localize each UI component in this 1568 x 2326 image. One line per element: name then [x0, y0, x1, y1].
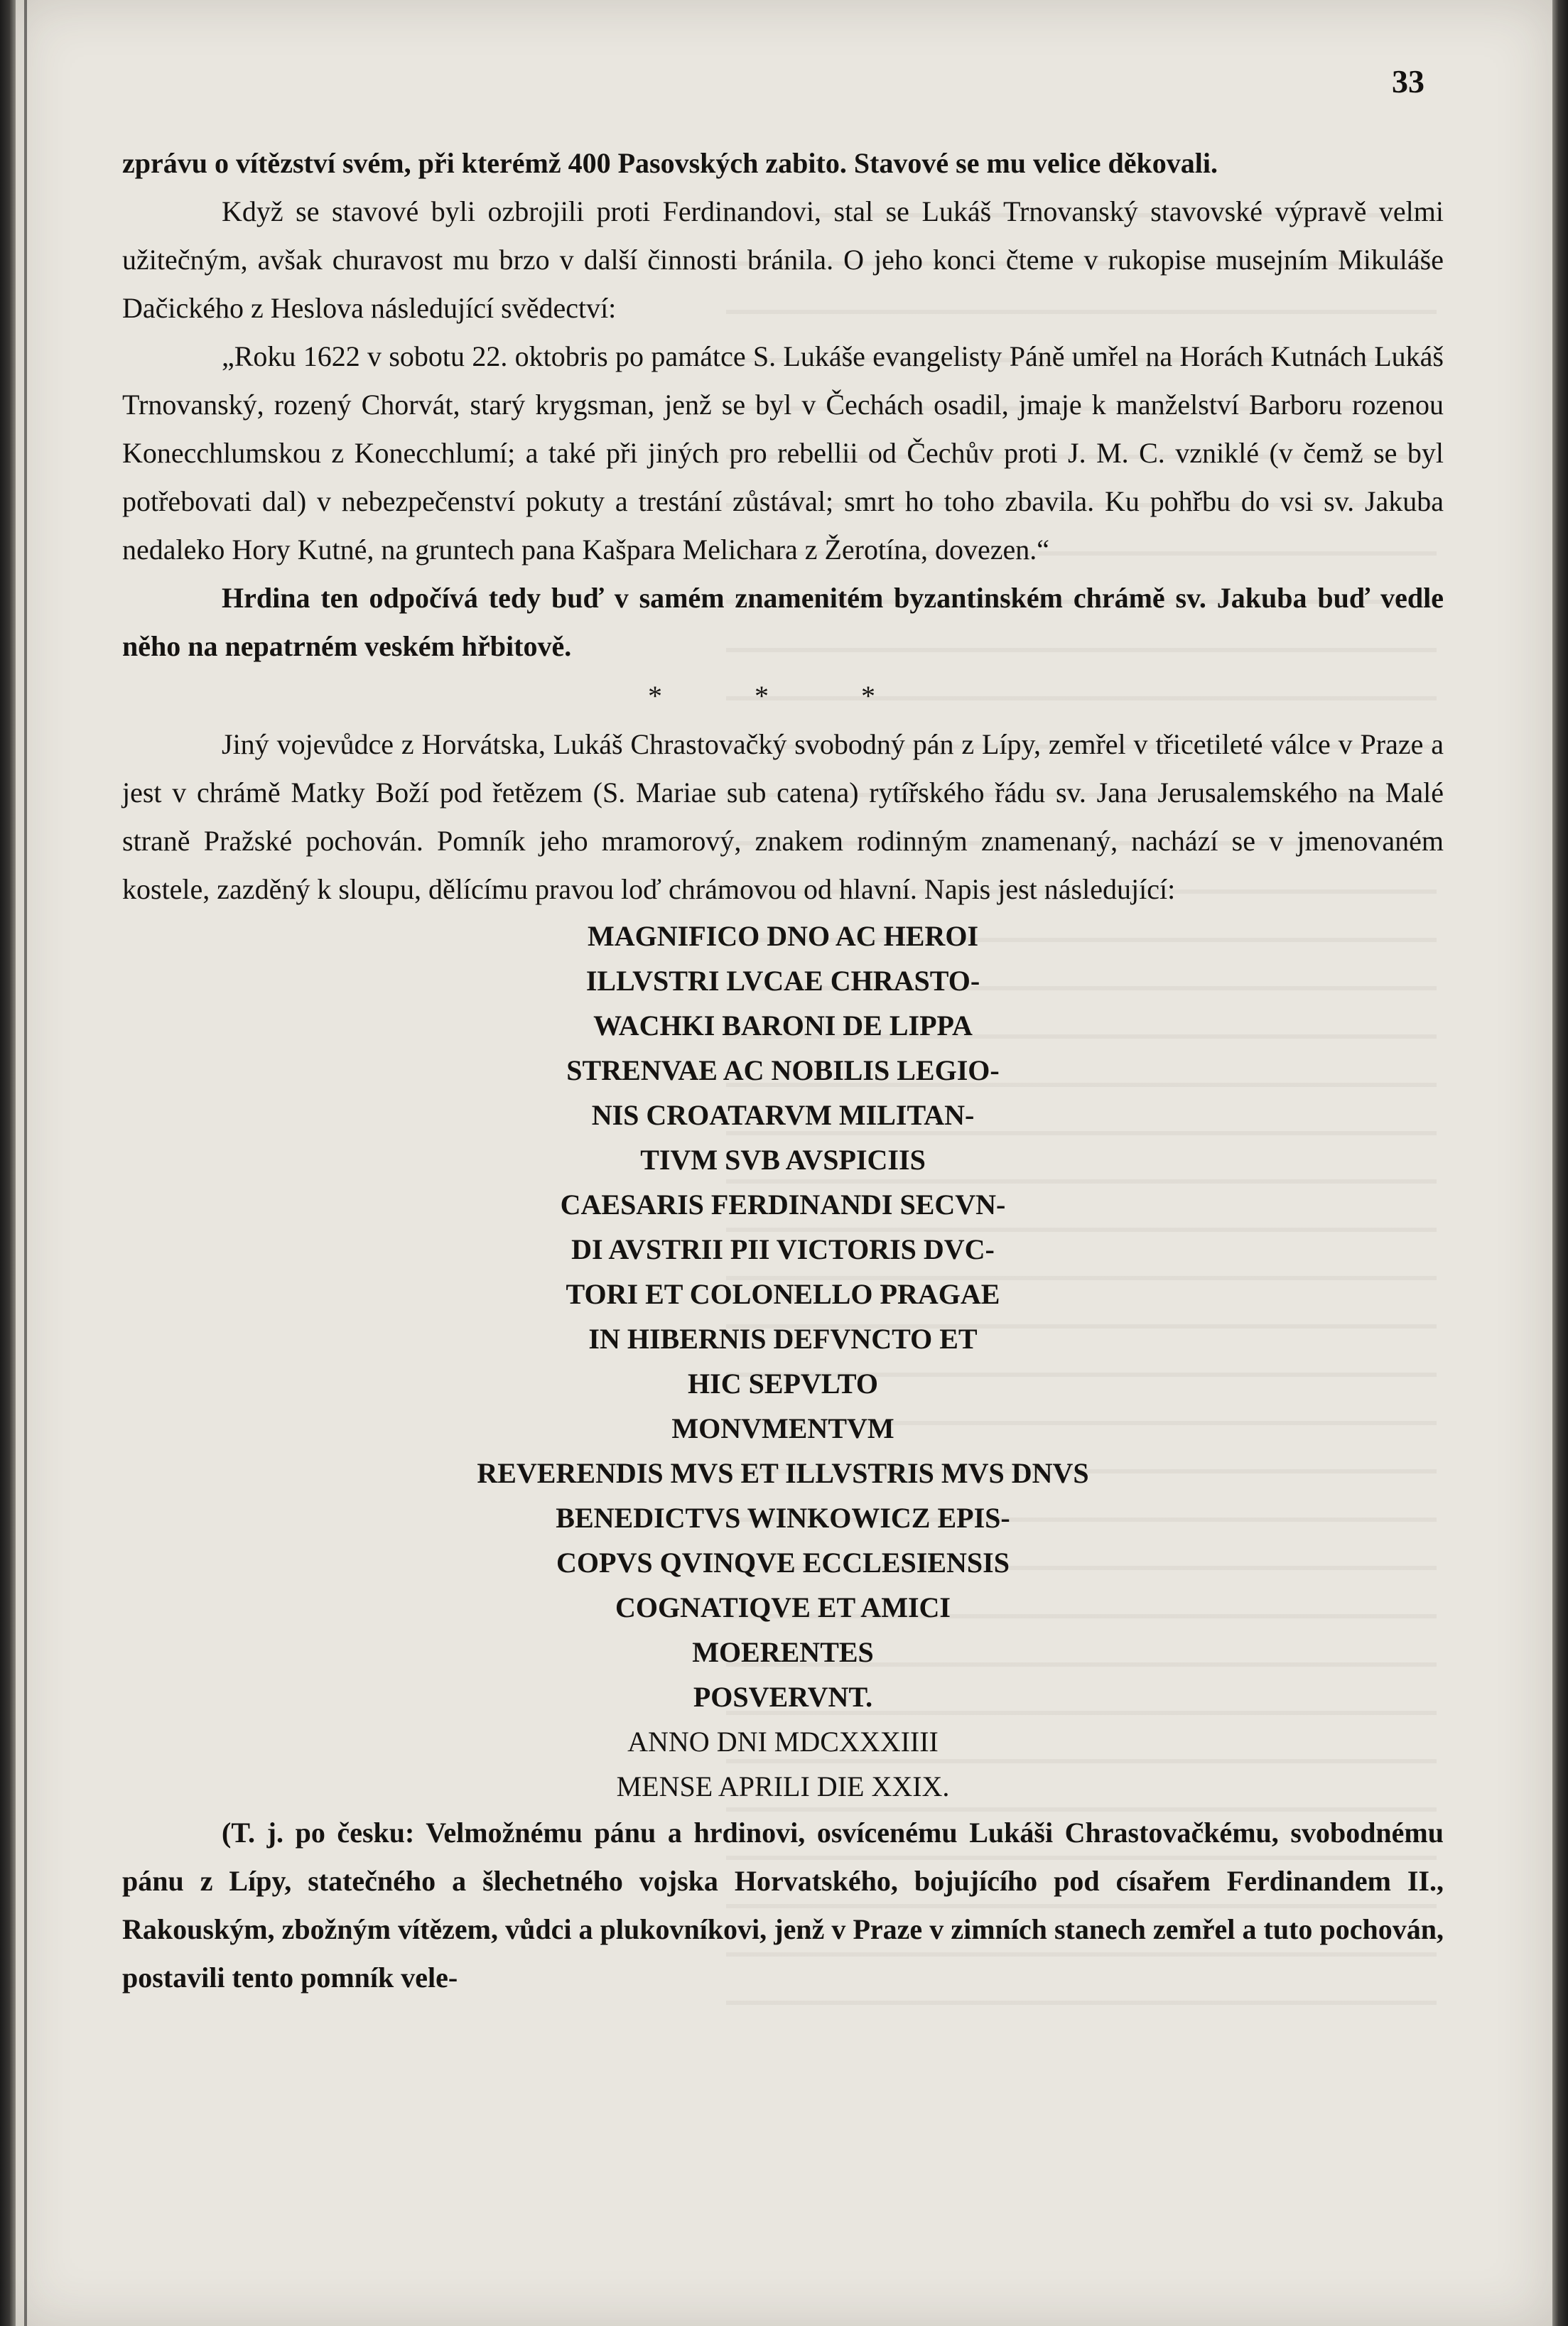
inscription-line: IN HIBERNIS DEFVNCTO ET — [588, 1323, 978, 1355]
latin-inscription — [122, 914, 1444, 1809]
inscription-line: NIS CROATARVM MILITAN- — [591, 1099, 975, 1131]
inscription-date-line: ANNO DNI MDCXXXIIII — [627, 1726, 939, 1758]
inscription-line: BENEDICTVS WINKOWICZ EPIS- — [556, 1502, 1010, 1534]
inscription-line: MONVMENTVM — [671, 1412, 894, 1444]
paragraph-resting-place: Hrdina ten odpočívá tedy buď v samém znamenitém byzantinském chrámě sv. Jakuba buď vedle něho na nepatrném veském hřbitově. — [122, 582, 1444, 662]
inscription-line: DI AVSTRII PII VICTORIS DVC- — [571, 1233, 995, 1265]
inscription-line: STRENVAE AC NOBILIS LEGIO- — [566, 1054, 1000, 1086]
paragraph-commander: Jiný vojevůdce z Horvátska, Lukáš Chrastovačký svobodný pán z Lípy, zemřel v třicetileté válce v Praze a jest v chrámě Matky Boží pod řetězem (S. Mariae sub catena) rytířského řádu sv. Jana Jerusalemského na Malé straně Pražské pochován. Pomník jeho mramorový, znakem rodinným znamenaný, nachází se v jmenovaném kostele, zazděný k sloupu, dělícímu pravou loď chrámovou od hlavní. Napis jest následující: — [122, 728, 1444, 905]
scan-right-edge — [1552, 0, 1568, 2326]
paragraph-translation: (T. j. po česku: Velmožnému pánu a hrdinovi, osvícenému Lukáši Chrastovačkému, svobodnému pánu z Lípy, statečného a šlechetného vojska Horvatského, bojujícího pod císařem Ferdinandem II., Rakouským, zbožným vítězem, vůdci a plukovníkovi, jenž v Praze v zimních stanech zemřel a tuto pochován, postavili tento pomník vele- — [122, 1817, 1444, 1994]
inscription-line: WACHKI BARONI DE LIPPA — [593, 1010, 973, 1042]
inscription-line: CAESARIS FERDINANDI SECVN- — [560, 1189, 1006, 1221]
inscription-line: COPVS QVINQVE ECCLESIENSIS — [556, 1547, 1010, 1579]
scan-left-edge — [0, 0, 16, 2326]
inscription-line: COGNATIQVE ET AMICI — [615, 1591, 951, 1623]
inscription-line: MOERENTES — [692, 1636, 874, 1668]
book-page — [16, 0, 1552, 2326]
inscription-date-line: MENSE APRILI DIE XXIX. — [616, 1770, 950, 1802]
inscription-line: HIC SEPVLTO — [688, 1368, 878, 1400]
page-left-rule — [24, 0, 27, 2326]
paragraph-estates: Když se stavové byli ozbrojili proti Ferdinandovi, stal se Lukáš Trnovanský stavovské výpravě velmi užitečným, avšak churavost mu brzo v další činnosti bránila. O jeho konci čteme v rukopise musejním Mikuláše Dačického z Heslova následující svědectví: — [122, 195, 1444, 324]
inscription-line: ILLVSTRI LVCAE CHRASTO- — [585, 965, 980, 997]
inscription-line: TIVM SVB AVSPICIIS — [640, 1144, 926, 1176]
inscription-line: MAGNIFICO DNO AC HEROI — [587, 920, 979, 952]
inscription-line: TORI ET COLONELLO PRAGAE — [566, 1278, 1000, 1310]
page-number: 33 — [1392, 63, 1424, 99]
inscription-line: POSVERVNT. — [693, 1681, 873, 1713]
paragraph-quotation: „Roku 1622 v sobotu 22. oktobris po památce S. Lukáše evangelisty Páně umřel na Horách Kutnách Lukáš Trnovanský, rozený Chorvát, starý krygsman, jenž se byl v Čechách osadil, jmaje k manželství Barboru rozenou Konecchlumskou z Konecchlumí; a také při jiných pro rebellii od Čechův proti J. M. C. vzniklé (v čemž se byl potřebovati dal) v nebezpečenství pokuty a trestání zůstával; smrt ho toho zbavila. Ku pohřbu do vsi sv. Jakuba nedaleko Hory Kutné, na gruntech pana Kašpara Melichara z Žerotína, dovezen.“ — [122, 340, 1444, 566]
inscription-line: REVERENDIS MVS ET ILLVSTRIS MVS DNVS — [477, 1457, 1089, 1489]
paragraph-victory: zprávu o vítězství svém, při kterémž 400 Pasovských zabito. Stavové se mu velice děkovali. — [122, 147, 1218, 179]
main-text — [122, 139, 1444, 2002]
section-divider-asterisks: * * * — [648, 680, 918, 712]
